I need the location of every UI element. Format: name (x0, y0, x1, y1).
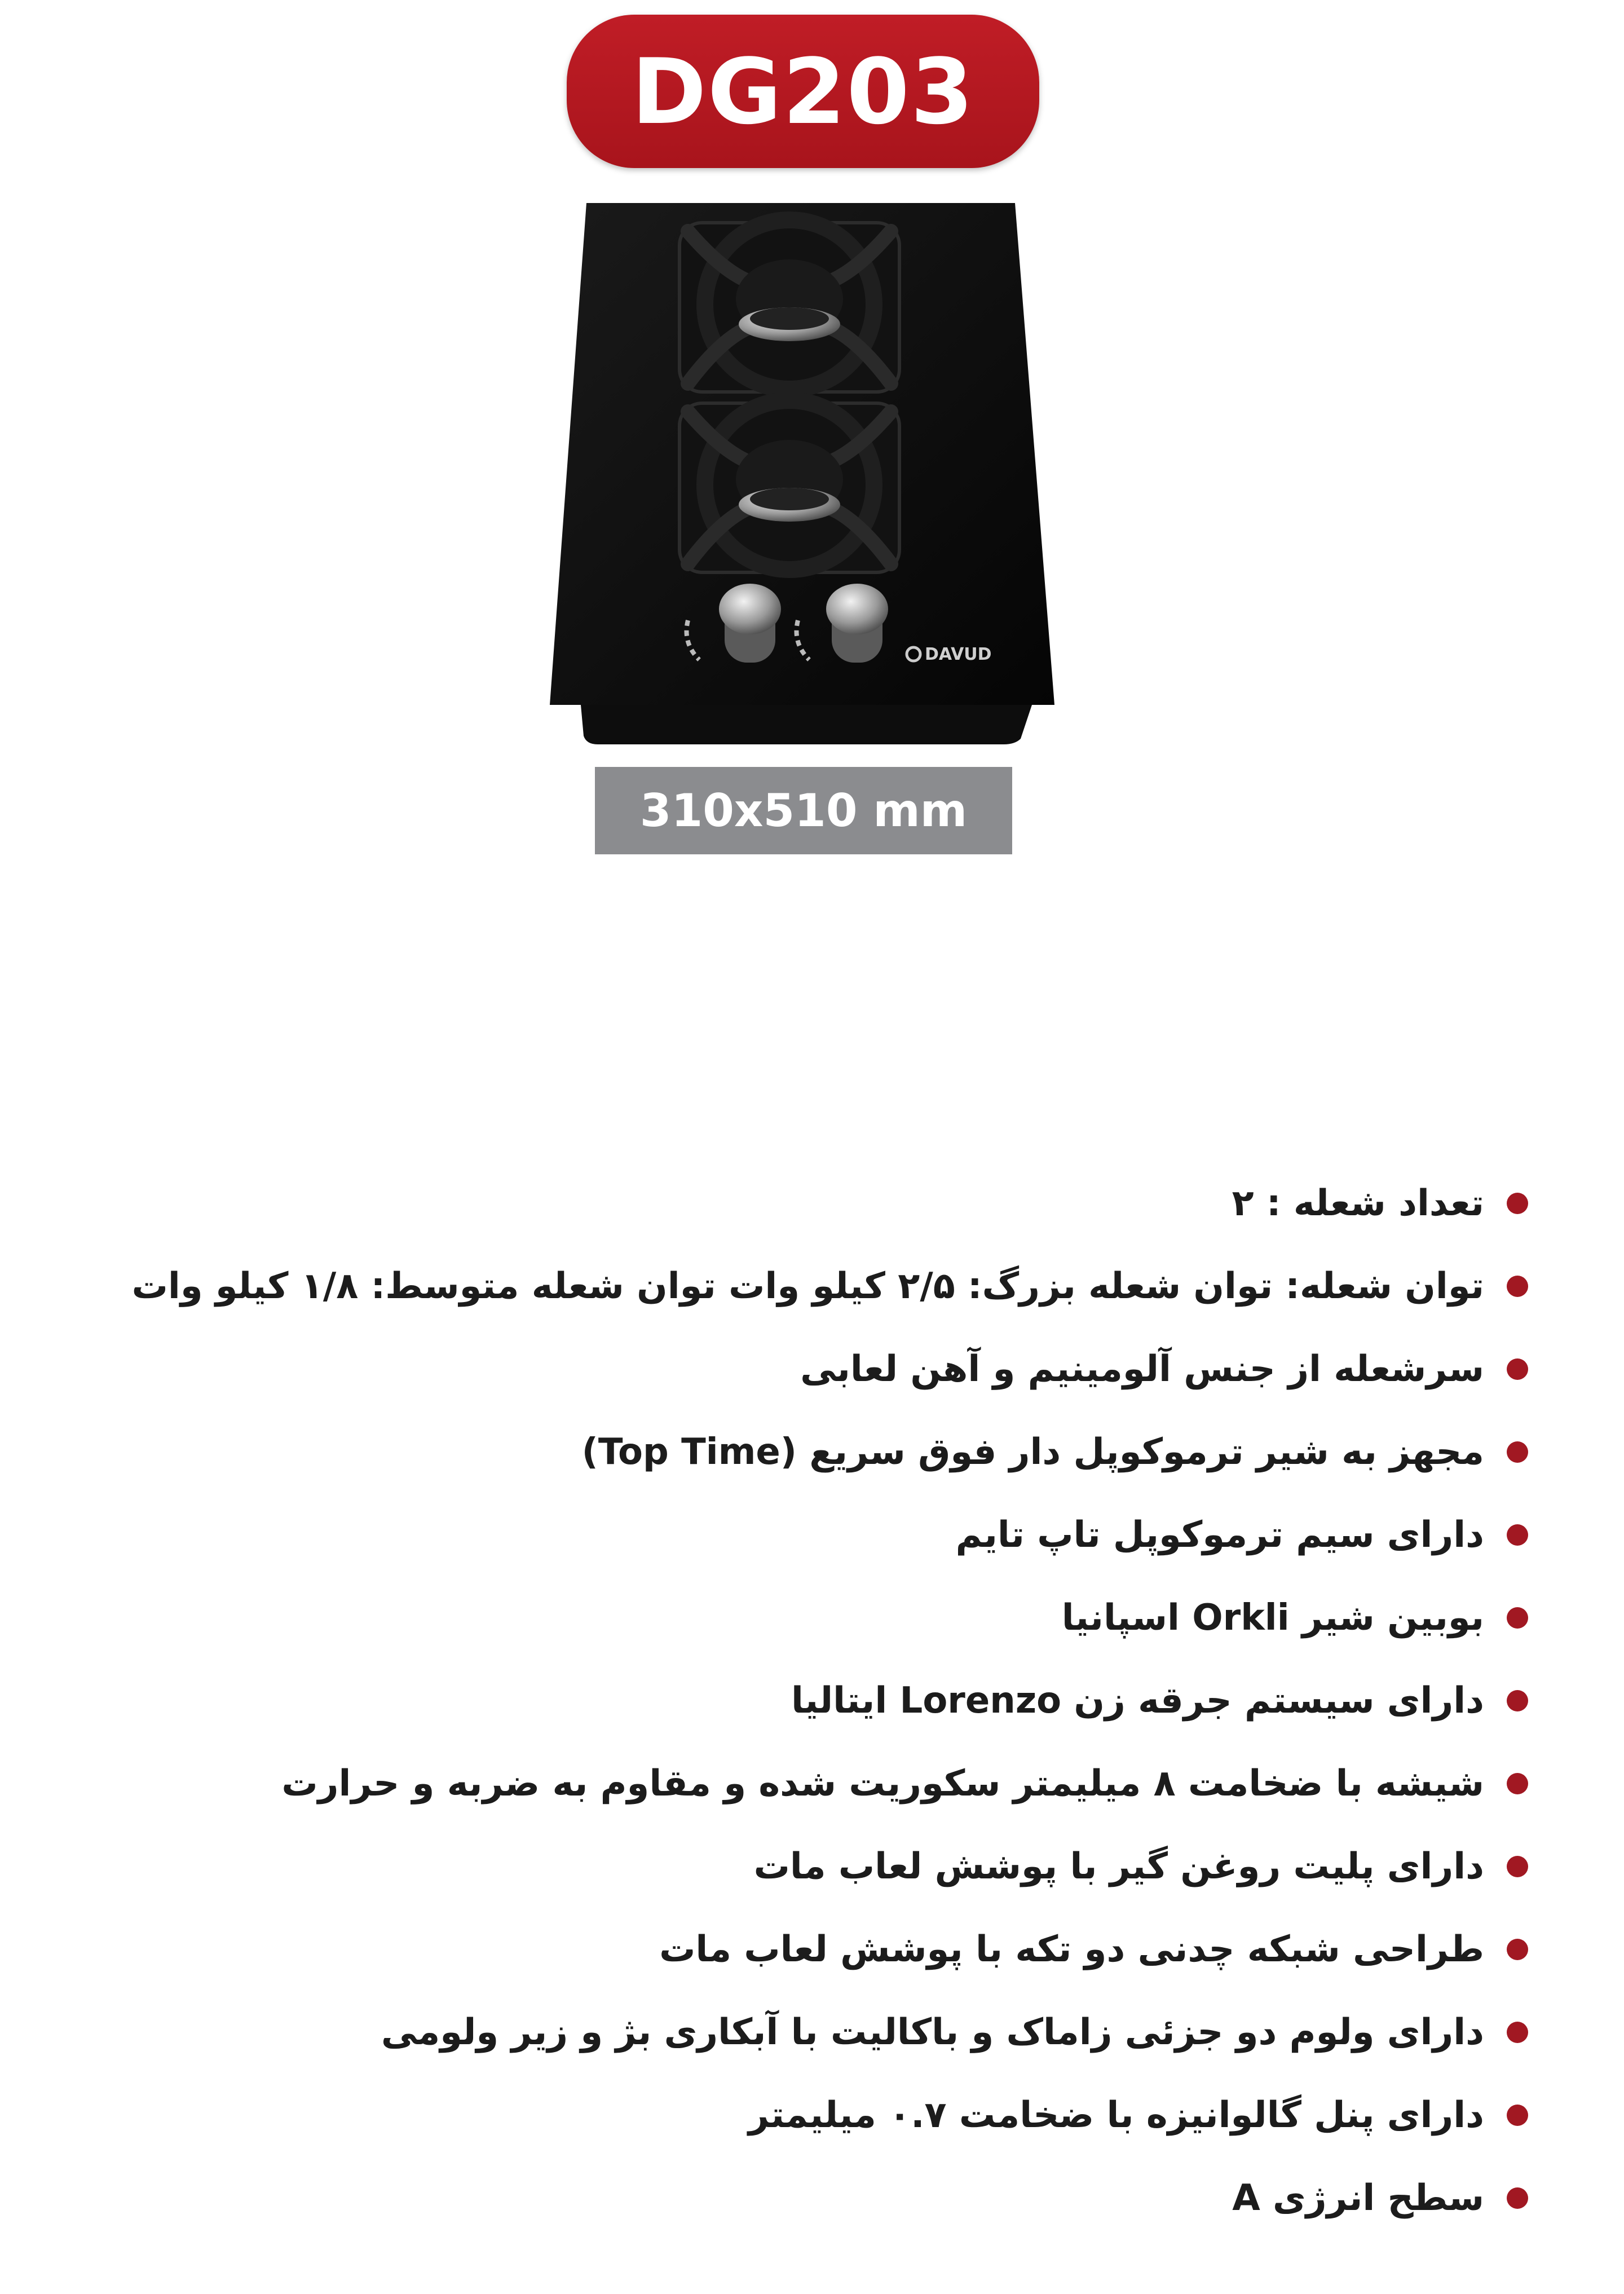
feature-list (62, 1162, 1528, 2239)
list-item (62, 1659, 1528, 1742)
list-item (62, 1327, 1528, 1410)
feature-text: طراحی شبکه چدنی دو تکه با پوشش لعاب مات (659, 1928, 1484, 1970)
list-item (62, 2156, 1528, 2239)
bullet-icon (1507, 2187, 1528, 2209)
list-item (62, 1991, 1528, 2074)
bullet-icon (1507, 1524, 1528, 1546)
bullet-icon (1507, 1856, 1528, 1877)
bullet-icon (1507, 1276, 1528, 1297)
feature-text: تعداد شعله : ۲ (1232, 1182, 1484, 1224)
feature-text: دارای پلیت روغن گیر با پوشش لعاب مات (753, 1845, 1484, 1887)
gas-hob-image (541, 192, 1077, 756)
list-item (62, 1908, 1528, 1991)
feature-text: سرشعله از جنس آلومینیم و آهن لعابی (800, 1348, 1484, 1390)
dimensions-text: 310x510 mm (639, 784, 968, 837)
burner-bottom (679, 400, 899, 572)
feature-text: مجهز به شیر ترموکوپل دار فوق سریع (Top Time) (581, 1431, 1484, 1473)
feature-text: دارای پنل گالوانیزه با ضخامت ۰.۷ میلیمتر (748, 2094, 1484, 2136)
feature-text: دارای سیستم جرقه زن Lorenzo ایتالیا (791, 1679, 1484, 1722)
knob-left (719, 584, 781, 663)
feature-text: سطح انرژی A (1232, 2177, 1484, 2219)
list-item (62, 1825, 1528, 1908)
bullet-icon (1507, 1939, 1528, 1960)
knob-right (826, 584, 888, 663)
list-item (62, 1493, 1528, 1576)
bullet-icon (1507, 1773, 1528, 1794)
bullet-icon (1507, 1690, 1528, 1711)
model-name: DG203 (631, 38, 975, 144)
bullet-icon (1507, 2022, 1528, 2043)
list-item (62, 1742, 1528, 1825)
bullet-icon (1507, 1193, 1528, 1214)
bullet-icon (1507, 1441, 1528, 1463)
list-item (62, 2074, 1528, 2156)
burner-top (679, 220, 899, 392)
model-badge (567, 15, 1039, 168)
dimensions-label (595, 767, 1012, 854)
brand-logo: DAVUD (925, 645, 992, 664)
list-item (62, 1576, 1528, 1659)
feature-text: شیشه با ضخامت ۸ میلیمتر سکوریت شده و مقاوم به ضربه و حرارت (281, 1762, 1484, 1805)
bullet-icon (1507, 1358, 1528, 1380)
feature-text: بوبین شیر Orkli اسپانیا (1061, 1596, 1484, 1639)
list-item (62, 1162, 1528, 1245)
list-item (62, 1245, 1528, 1327)
feature-text: دارای سیم ترموکوپل تاپ تایم (955, 1514, 1484, 1556)
bullet-icon (1507, 1607, 1528, 1629)
list-item (62, 1410, 1528, 1493)
feature-text: توان شعله: توان شعله بزرگ: ۲/۵ کیلو وات توان شعله متوسط: ۱/۸ کیلو وات (131, 1265, 1484, 1307)
bullet-icon (1507, 2105, 1528, 2126)
feature-text: دارای ولوم دو جزئی زاماک و باکالیت با آبکاری بژ و زیر ولومی (381, 2011, 1484, 2053)
